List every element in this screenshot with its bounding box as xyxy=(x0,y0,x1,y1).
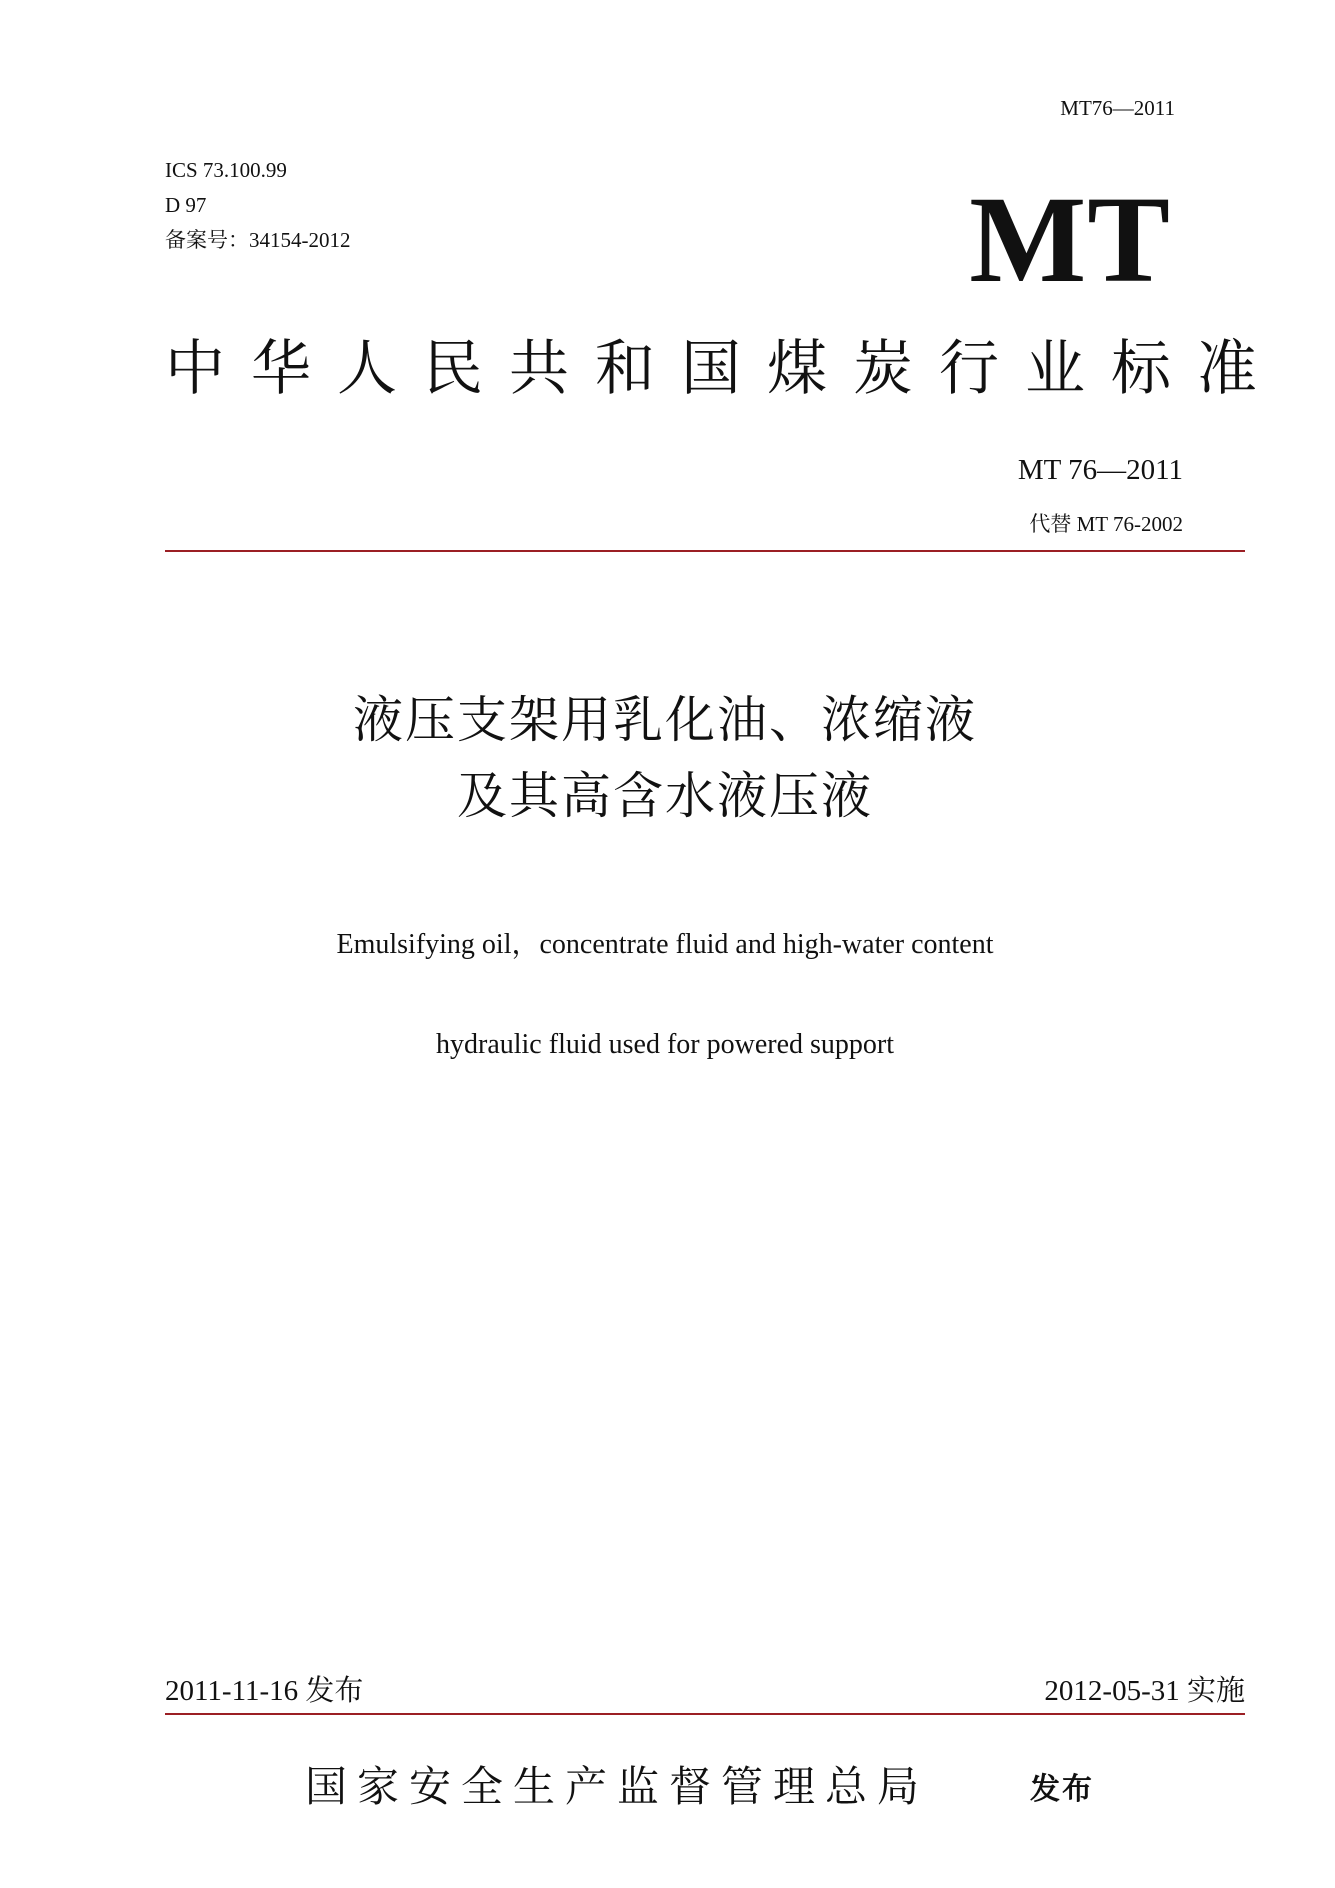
implement-date: 2012-05-31 实施 xyxy=(1044,1675,1245,1707)
publish-date: 2011-11-16 发布 xyxy=(165,1675,364,1707)
industry-standard-title: 中华人民共和国煤炭行业标准 xyxy=(165,334,1283,404)
ccs-code: D 97 xyxy=(165,193,207,217)
ics-code: ICS 73.100.99 xyxy=(165,158,287,182)
issuing-authority: 国家安全生产监督管理总局 xyxy=(305,1762,930,1811)
mt-logo: MT xyxy=(969,171,1171,308)
header-standard-code: MT76—2011 xyxy=(1060,96,1175,120)
chinese-title-line-1: 液压支架用乳化油、浓缩液 xyxy=(353,691,977,749)
bottom-divider xyxy=(165,1713,1245,1715)
english-title-line-1: Emulsifying oil，concentrate fluid and high-water content xyxy=(336,929,994,960)
english-title-line-2: hydraulic fluid used for powered support xyxy=(436,1029,894,1060)
chinese-title-line-2: 及其高含水液压液 xyxy=(457,767,873,825)
filing-number: 备案号：34154-2012 xyxy=(165,228,351,252)
top-divider xyxy=(165,550,1245,552)
standard-number: MT 76—2011 xyxy=(1017,454,1183,486)
replaces-standard: 代替 MT 76-2002 xyxy=(1029,512,1183,536)
issuing-action: 发布 xyxy=(1030,1772,1094,1807)
